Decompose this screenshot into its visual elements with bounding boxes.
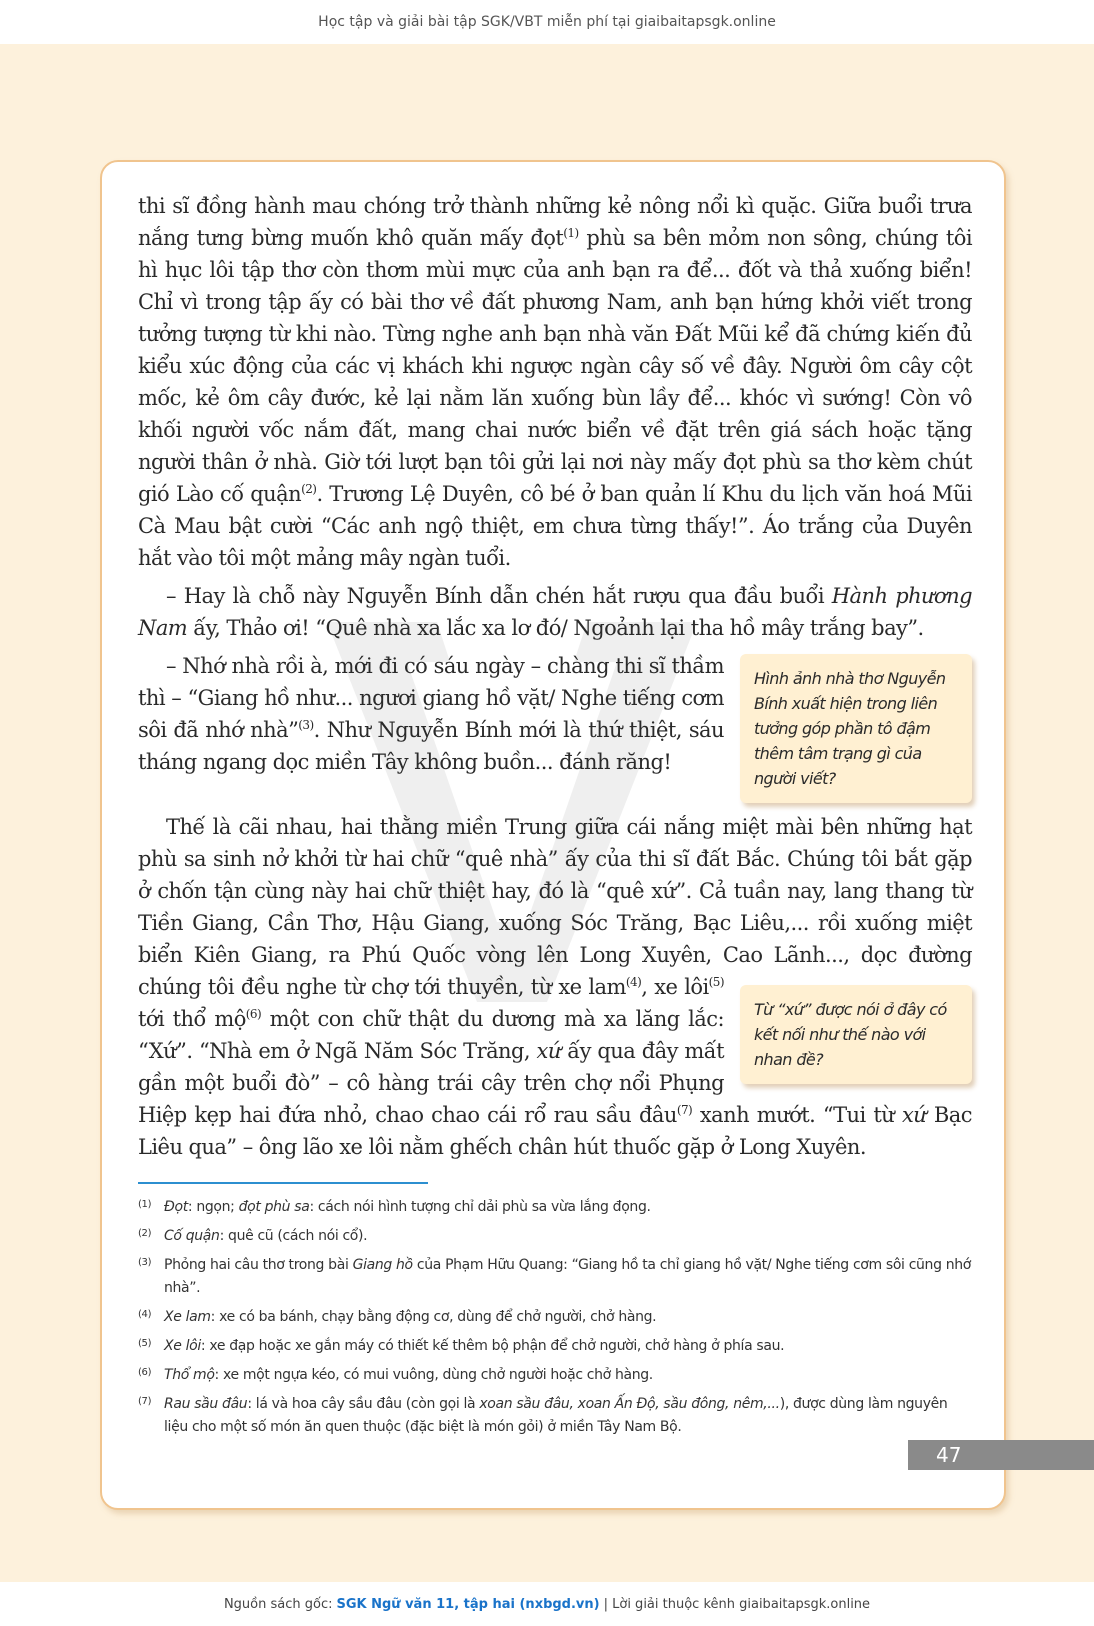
- footnote-7: [138, 1393, 972, 1439]
- footnote-text: [164, 1306, 972, 1329]
- footnote-ref-7[interactable]: (7): [676, 1103, 693, 1117]
- p2-text-b: ấy, Thảo ơi! “Quê nhà xa lắc xa lơ đó/ Ngoảnh lại tha hồ mây trắng bay”.: [187, 616, 924, 640]
- footnote-text: [164, 1335, 972, 1358]
- footnote-number: (4): [138, 1309, 152, 1320]
- footnotes: [138, 1196, 972, 1445]
- footnote-ref-4[interactable]: (4): [625, 975, 642, 989]
- poem-title: Hành phương Nam: [138, 584, 972, 640]
- p1-text-a: thi sĩ đồng hành mau chóng trở thành những kẻ nông nổi kì quặc. Giữa buổi trưa nắng tưng bừng muốn khô quăn mấy đọt: [138, 194, 972, 250]
- footnote-text-part: ), được dùng làm nguyên liệu cho một số món ăn quen thuộc (đặc biệt là món gỏi) ở miền Tây Nam Bộ.: [164, 1396, 948, 1435]
- footnote-number: (3): [138, 1257, 152, 1268]
- page-number: [908, 1440, 1094, 1470]
- footnote-ref-3[interactable]: (3): [298, 718, 314, 732]
- footnote-term: Giang hồ: [352, 1257, 413, 1273]
- p4-text-c: tới thổ mộ: [138, 1007, 246, 1031]
- footer-suffix: | Lời giải thuộc kênh giaibaitapsgk.online: [603, 1596, 871, 1612]
- footnote-term: Xe lam: [164, 1309, 211, 1325]
- p4-text-g: Bạc Liêu qua” – ông lão xe lôi nằm ghếch chân hút thuốc gặp ở Long Xuyên.: [138, 1103, 972, 1159]
- paragraph-2: [138, 580, 972, 644]
- main-text: [138, 190, 972, 1169]
- paragraph-1: [138, 190, 972, 574]
- footnote-text: [164, 1393, 972, 1439]
- footnote-term: xoan sầu đâu, xoan Ấn Độ, sầu đông, nêm,...: [479, 1396, 780, 1412]
- footnote-text-part: Phỏng hai câu thơ trong bài: [164, 1257, 353, 1273]
- word-xu: xứ: [901, 1103, 927, 1127]
- footnote-text-part: : quê cũ (cách nói cổ).: [219, 1228, 368, 1244]
- footnote-4: [138, 1306, 972, 1329]
- footnote-divider: [138, 1182, 428, 1184]
- footer-prefix: Nguồn sách gốc:: [223, 1596, 333, 1612]
- footnote-ref-5[interactable]: (5): [708, 975, 724, 989]
- top-banner: [0, 0, 1094, 44]
- textbook-page: [100, 160, 1006, 1510]
- footnote-text-part: của Phạm Hữu Quang: “Giang hồ ta chỉ giang hồ vặt/ Nghe tiếng cơm sôi cũng nhớ nhà”.: [164, 1257, 971, 1296]
- p3-text-b: . Như Nguyễn Bính mới là thứ thiệt, sáu tháng ngang dọc miền Tây không buồn... đánh răng!: [138, 718, 724, 774]
- footnote-5: [138, 1335, 972, 1358]
- footnote-number: (7): [138, 1396, 152, 1407]
- footnote-text: [164, 1196, 972, 1219]
- p4-text-a: Thế là cãi nhau, hai thằng miền Trung giữa cái nắng miệt mài bên những hạt phù sa sinh nở khởi từ hai chữ “quê nhà” ấy của thi sĩ đất Bắc. Chúng tôi bắt gặp ở chốn tận cùng này hai chữ thiệt hay, đó là “quê xứ”. Cả tuần nay, lang thang từ Tiền Giang, Cần Thơ, Hậu Giang, xuống Sóc Trăng, Bạc Liêu,... rồi xuống miệt biển Kiên Giang, ra Phú Quốc vòng lên Long Xuyên, Cao Lãnh..., dọc đường chúng tôi đều nghe từ chợ tới thuyền, từ xe lam: [138, 815, 972, 999]
- footnote-text: [164, 1225, 972, 1248]
- top-banner-text: Học tập và giải bài tập SGK/VBT miễn phí tại giaibaitapsgk.online: [318, 14, 776, 30]
- footnote-number: (5): [138, 1338, 152, 1349]
- footnote-text-part: : xe có ba bánh, chạy bằng động cơ, dùng để chở người, chở hàng.: [210, 1309, 657, 1325]
- footnote-text-part: : ngọn;: [187, 1199, 239, 1215]
- footnote-text-part: : cách nói hình tượng chỉ dải phù sa vừa lắng đọng.: [309, 1199, 651, 1215]
- footnote-number: (6): [138, 1367, 152, 1378]
- footnote-2: [138, 1225, 972, 1248]
- footnote-1: [138, 1196, 972, 1219]
- footnote-number: (2): [138, 1228, 152, 1239]
- p1-text-b: phù sa bên mỏm non sông, chúng tôi hì hục lôi tập thơ còn thơm mùi mực của anh bạn ra để... đốt và thả xuống biển! Chỉ vì trong tập ấy có bài thơ về đất phương Nam, anh bạn hứng khởi viết trong tưởng tượng từ khi nào. Từng nghe anh bạn nhà văn Đất Mũi kể đã chứng kiến đủ kiểu xúc động của các vị khách khi ngược ngàn cây số về đây. Người ôm cây cột mốc, kẻ ôm cây đước, kẻ lại nằm lăn xuống bùn lầy để... khóc vì sướng! Còn vô khối người vốc nắm đất, mang chai nước biển về đặt trên giá sách hoặc tặng người thân ở nhà. Giờ tới lượt bạn tôi gửi lại nơi này mấy đọt phù sa thơ kèm chút gió Lào cố quận: [138, 226, 973, 506]
- word-xu: xứ: [536, 1039, 561, 1063]
- footnote-3: [138, 1254, 972, 1300]
- footnote-term: đọt phù sa: [238, 1199, 310, 1215]
- p3-text-a: – Nhớ nhà rồi à, mới đi có sáu ngày – chàng thi sĩ thầm thì – “Giang hồ như... ngươi giang hồ vặt/ Nghe tiếng cơm sôi đã nhớ nhà”: [138, 654, 724, 742]
- bottom-banner: [0, 1582, 1094, 1626]
- footnote-6: [138, 1364, 972, 1387]
- paragraph-3: [138, 650, 972, 788]
- source-link[interactable]: SGK Ngữ văn 11, tập hai (nxbgd.vn): [336, 1596, 600, 1612]
- footnote-text: [164, 1364, 972, 1387]
- p2-text-a: – Hay là chỗ này Nguyễn Bính dẫn chén hắt rượu qua đầu buổi: [166, 584, 832, 608]
- footnote-term: Cố quận: [164, 1228, 220, 1244]
- footnote-text-part: : xe đạp hoặc xe gắn máy có thiết kế thêm bộ phận để chở người, chở hàng ở phía sau.: [200, 1338, 785, 1354]
- footnote-term: Đọt: [164, 1199, 188, 1215]
- footnote-term: Thổ mộ: [164, 1367, 215, 1383]
- footnote-term: Rau sầu đâu: [164, 1396, 248, 1412]
- p4-text-d: một con chữ thật du dương mà xa lăng lắc: “Xứ”. “Nhà em ở Ngã Năm Sóc Trăng,: [138, 1007, 724, 1063]
- page-number-text: 47: [936, 1443, 962, 1467]
- footnote-text: [164, 1254, 972, 1300]
- p1-text-c: . Trương Lệ Duyên, cô bé ở ban quản lí Khu du lịch văn hoá Mũi Cà Mau bật cười “Các anh ngộ thiệt, em chưa từng thấy!”. Áo trắng của Duyên hắt vào tôi một mảng mây ngàn tuổi.: [138, 482, 972, 570]
- footnote-text-part: : lá và hoa cây sầu đâu (còn gọi là: [247, 1396, 480, 1412]
- p4-text-f: xanh mướt. “Tui từ: [692, 1103, 902, 1127]
- question-box-1: Hình ảnh nhà thơ Nguyễn Bính xuất hiện trong liên tưởng góp phần tô đậm thêm tâm trạng gì của người viết?: [740, 654, 972, 803]
- footnote-number: (1): [138, 1199, 152, 1210]
- paragraph-4: [138, 811, 972, 1163]
- footnote-term: Xe lôi: [164, 1338, 201, 1354]
- footnote-ref-1[interactable]: (1): [563, 226, 579, 240]
- footnote-text-part: : xe một ngựa kéo, có mui vuông, dùng chở người hoặc chở hàng.: [214, 1367, 653, 1383]
- p4-text-b: , xe lôi: [641, 975, 709, 999]
- footnote-ref-2[interactable]: (2): [301, 482, 317, 496]
- question-box-2: Từ “xứ” được nói ở đây có kết nối như thế nào với nhan đề?: [740, 985, 972, 1084]
- p4-text-e: ấy qua đây mất gần một buổi đò” – cô hàng trái cây trên chợ nổi Phụng Hiệp kẹp hai đứa nhỏ, chao chao cái rổ rau sầu đâu: [138, 1039, 724, 1127]
- footnote-ref-6[interactable]: (6): [245, 1007, 262, 1021]
